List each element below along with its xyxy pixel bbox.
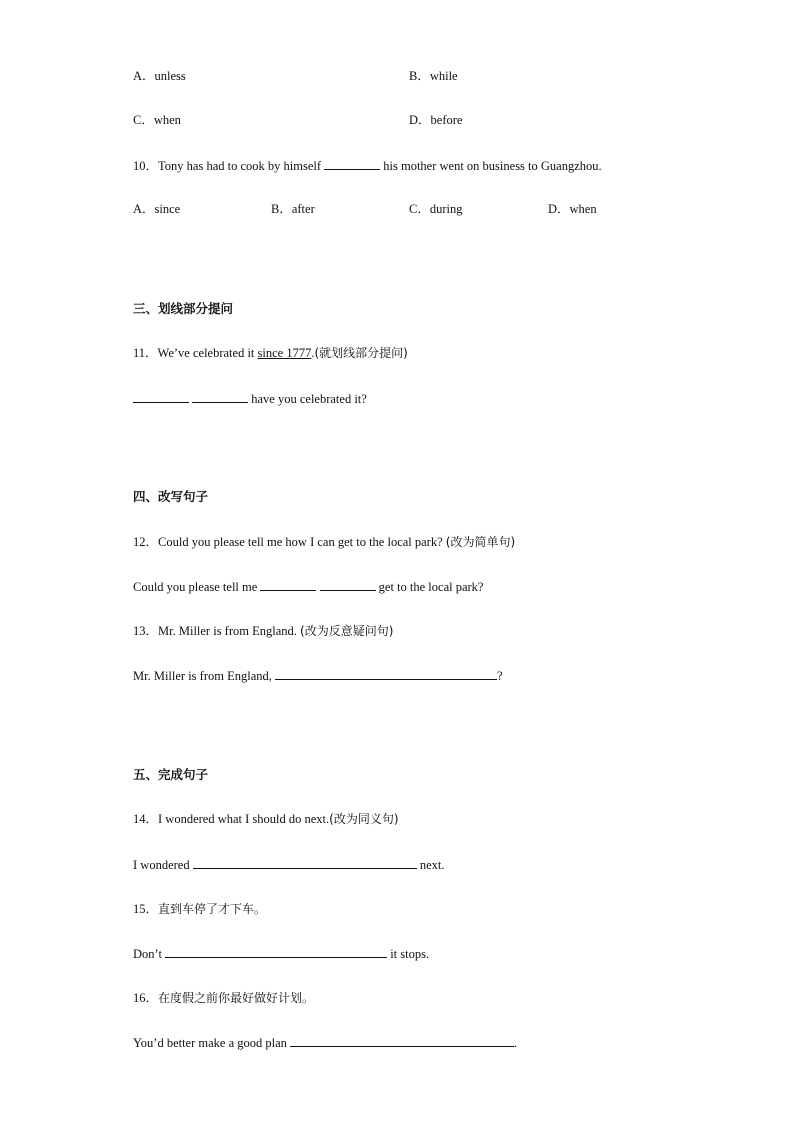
instruction: (改为反意疑问句) (300, 624, 394, 638)
question-14 (133, 811, 399, 827)
question-number: 11． (133, 346, 158, 360)
question-text: 直到车停了才下车。 (158, 902, 267, 916)
question-text: 在度假之前你最好做好计划。 (158, 991, 315, 1005)
section-4-title: 四、改写句子 (133, 489, 209, 504)
answer-blank[interactable] (324, 157, 380, 170)
answer-text: it stops. (390, 947, 430, 961)
question-number: 13． (133, 624, 159, 638)
answer-text: ? (497, 669, 503, 683)
question-number: 12． (133, 535, 159, 549)
answer-text: I wondered (133, 858, 190, 872)
answer-blank[interactable] (320, 578, 376, 591)
section-3-title: 三、划线部分提问 (133, 301, 234, 316)
q9-option-a: A．unless (133, 69, 186, 83)
question-text: Tony has had to cook by himself (158, 159, 322, 173)
question-number: 14． (133, 812, 159, 826)
answer-line-12 (133, 578, 483, 595)
question-text: I wondered what I should do next. (158, 812, 330, 826)
answer-text: Don’t (133, 947, 162, 961)
answer-line-13 (133, 667, 503, 684)
answer-text: Mr. Miller is from England, (133, 669, 272, 683)
question-13 (133, 623, 393, 639)
q9-option-c: C．when (133, 113, 181, 127)
q10-option-c: C．during (409, 202, 463, 216)
answer-line-11 (133, 390, 367, 407)
answer-blank[interactable] (133, 390, 189, 403)
answer-line-15 (133, 945, 429, 962)
answer-text: next. (419, 858, 445, 872)
q10-option-d: D．when (548, 202, 597, 216)
question-16 (133, 990, 314, 1006)
answer-blank[interactable] (275, 667, 497, 680)
answer-text: Could you please tell me (133, 580, 258, 594)
answer-line-14 (133, 856, 444, 873)
section-5-title: 五、完成句子 (133, 767, 209, 782)
question-text: Mr. Miller is from England. (158, 624, 297, 638)
answer-text: You’d better make a good plan (133, 1036, 287, 1050)
q10-option-a: A．since (133, 202, 181, 216)
instruction: (改为同义句) (329, 812, 399, 826)
answer-blank[interactable] (290, 1034, 514, 1047)
answer-blank[interactable] (193, 856, 417, 869)
question-11 (133, 345, 408, 361)
answer-blank[interactable] (260, 578, 316, 591)
question-text: Could you please tell me how I can get to the local park? (158, 535, 443, 549)
question-number: 15． (133, 902, 159, 916)
instruction: (改为简单句) (445, 535, 516, 549)
question-number: 16． (133, 991, 159, 1005)
answer-text: . (514, 1036, 518, 1050)
question-15 (133, 901, 266, 917)
answer-text: get to the local park? (378, 580, 484, 594)
underlined-phrase: since 1777 (257, 346, 312, 360)
answer-text: have you celebrated it? (251, 392, 367, 406)
answer-blank[interactable] (165, 945, 387, 958)
question-10 (133, 157, 602, 174)
question-text: We’ve celebrated it (157, 346, 255, 360)
answer-line-16 (133, 1034, 517, 1051)
q9-option-b: B．while (409, 69, 458, 83)
instruction: (就划线部分提问) (314, 346, 408, 360)
answer-blank[interactable] (192, 390, 248, 403)
question-text: . (311, 346, 315, 360)
question-text: his mother went on business to Guangzhou. (383, 159, 602, 173)
question-12 (133, 534, 515, 550)
q9-option-d: D．before (409, 113, 463, 127)
question-number: 10． (133, 159, 159, 173)
q10-option-b: B．after (271, 202, 315, 216)
